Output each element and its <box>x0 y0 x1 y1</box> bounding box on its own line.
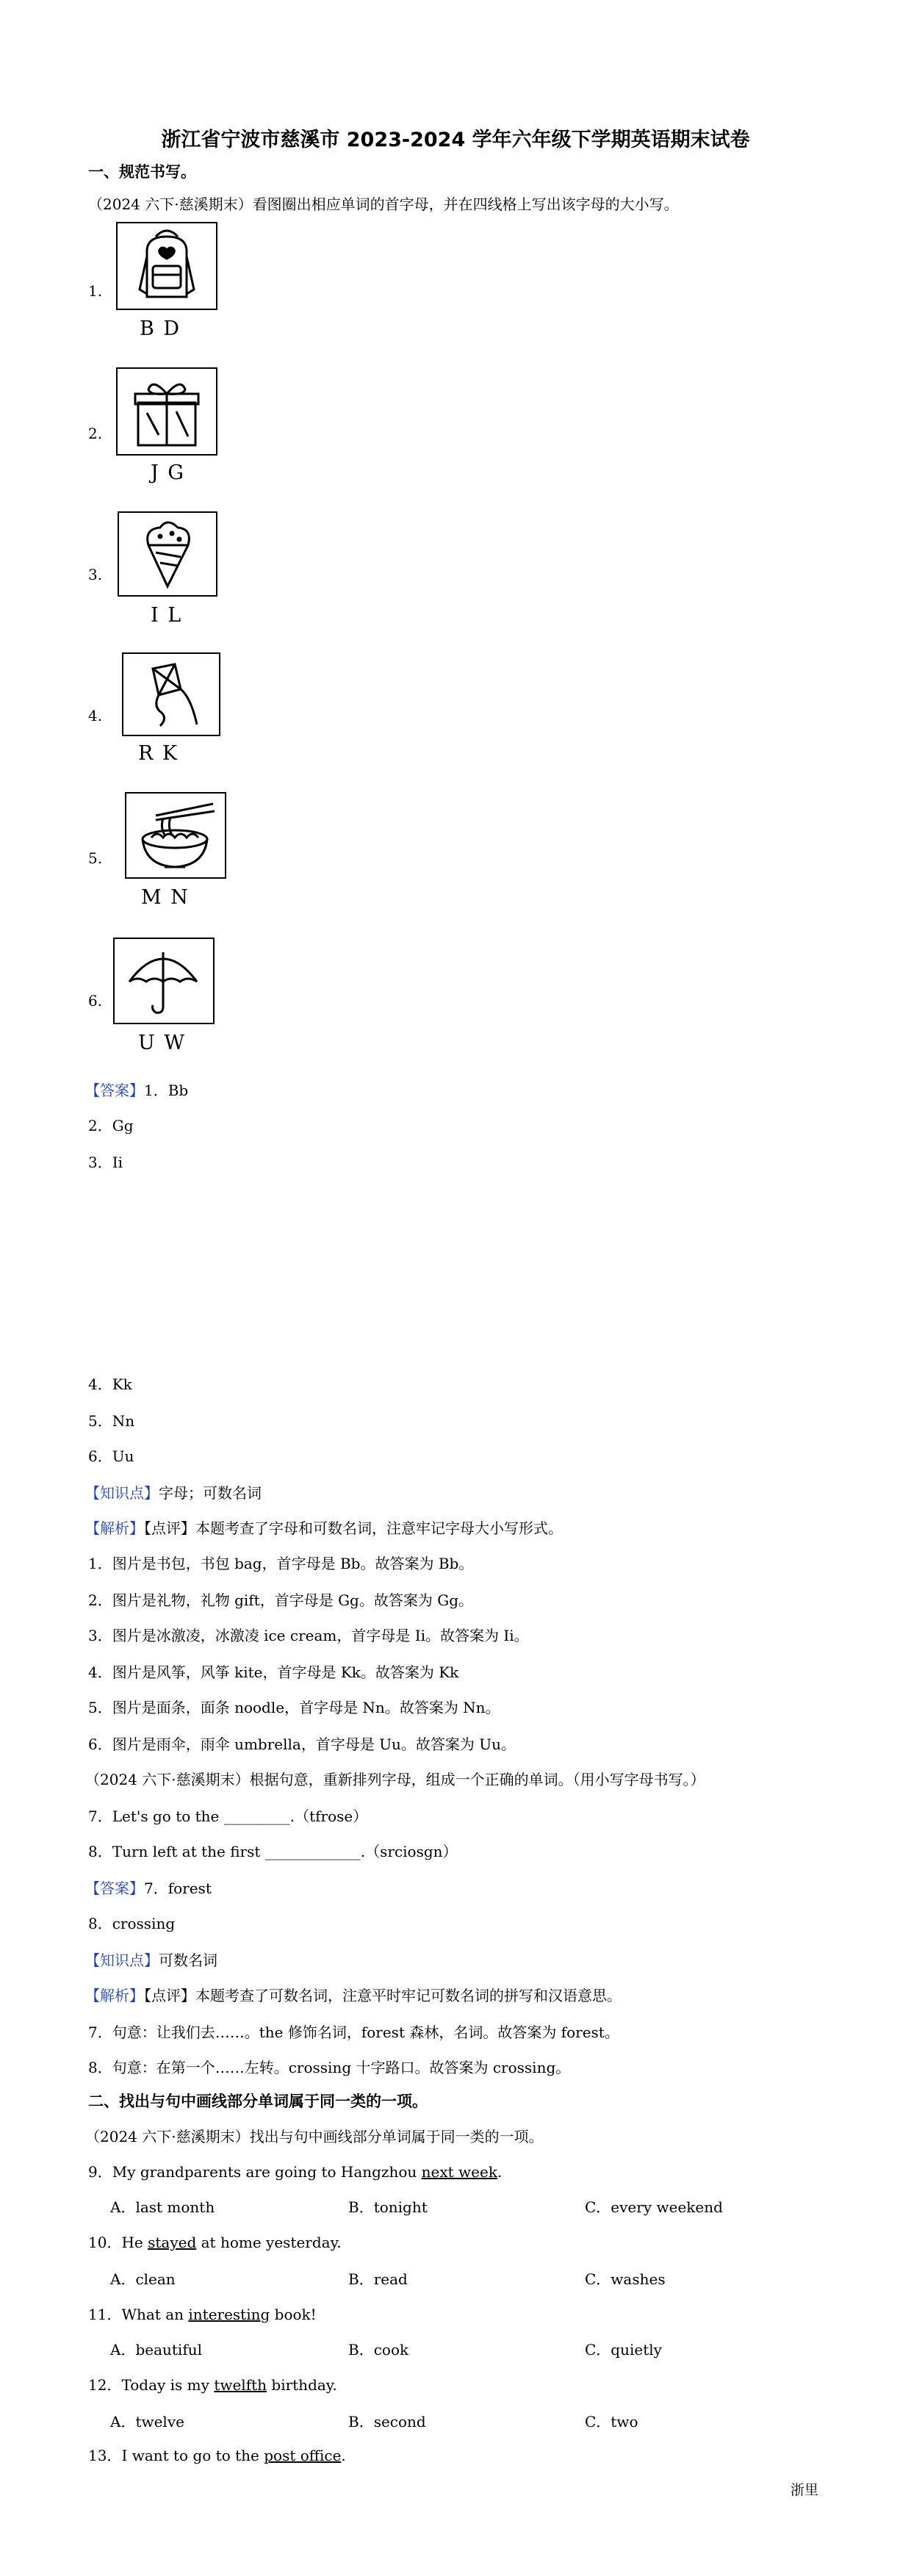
question-9 <box>88 2160 502 2181</box>
question-text: 11．What an <box>88 2306 189 2323</box>
page-title: 浙江省宁波市慈溪市 2023-2024 学年六年级下学期英语期末试卷 <box>161 129 750 151</box>
answer-text: 3．Ii <box>88 1154 123 1171</box>
question-text: birthday. <box>267 2376 337 2394</box>
option-c[interactable]: C．quietly <box>585 2341 662 2359</box>
option-b[interactable]: B．tonight <box>348 2198 428 2216</box>
analysis-line <box>85 1517 563 1538</box>
section1-heading: 一、规范书写。 <box>88 163 196 181</box>
knowledge-line <box>85 1949 217 1970</box>
analysis-tag: 【解析】 <box>85 1987 144 2004</box>
analysis-tag: 【解析】 <box>85 1519 144 1537</box>
letter-choices: M N <box>141 886 190 909</box>
page-footer: 浙里 <box>791 2482 819 2498</box>
item-number: 4. <box>88 707 103 724</box>
analysis-text: 4．图片是风筝，风筝 kite，首字母是 Kk。故答案为 Kk <box>88 1663 459 1681</box>
ice-cream-icon <box>118 511 217 597</box>
answer-text: 8．crossing <box>88 1915 176 1932</box>
question-text: book! <box>270 2306 317 2323</box>
backpack-icon <box>116 222 217 310</box>
underlined-word: next week <box>421 2163 497 2181</box>
kite-icon <box>122 652 220 736</box>
item-number: 2. <box>88 425 103 442</box>
gift-box-icon <box>116 367 217 456</box>
option-c[interactable]: C．washes <box>585 2270 666 2288</box>
option-a[interactable]: A．beautiful <box>110 2341 202 2359</box>
answer-tag: 【答案】 <box>85 1879 144 1897</box>
letter-choices: I L <box>151 604 183 627</box>
knowledge-tag: 【知识点】 <box>85 1484 159 1502</box>
analysis-text: 5．图片是面条，面条 noodle，首字母是 Nn。故答案为 Nn。 <box>88 1699 500 1716</box>
question-10 <box>88 2231 342 2252</box>
section2-instruction: （2024 六下·慈溪期末）找出与句中画线部分单词属于同一类的一项。 <box>85 2128 544 2145</box>
answer-text: 4．Kk <box>88 1375 132 1393</box>
analysis-text: 3．图片是冰激凌，冰激凌 ice cream，首字母是 Ii。故答案为 Ii。 <box>88 1627 529 1644</box>
letter-choices: J G <box>151 461 185 484</box>
question-12 <box>88 2373 337 2395</box>
question-text: 10．He <box>88 2234 148 2251</box>
underlined-word: stayed <box>148 2234 197 2251</box>
item-number: 6. <box>88 992 103 1010</box>
knowledge-line <box>85 1481 262 1503</box>
analysis-text: 【点评】本题考查了字母和可数名词，注意牢记字母大小写形式。 <box>144 1519 563 1537</box>
option-b[interactable]: B．read <box>348 2270 408 2288</box>
question-11 <box>88 2303 317 2324</box>
question-8: 8．Turn left at the first _____________.（srciosgn） <box>88 1843 458 1860</box>
option-c[interactable]: C．two <box>585 2413 638 2431</box>
answer-text: 5．Nn <box>88 1412 135 1430</box>
answer-line <box>85 1079 188 1100</box>
analysis-text: 1．图片是书包，书包 bag，首字母是 Bb。故答案为 Bb。 <box>88 1555 474 1572</box>
item-number: 1. <box>88 282 103 300</box>
item-number: 5. <box>88 849 103 867</box>
knowledge-text: 字母；可数名词 <box>159 1484 262 1502</box>
letter-choices: B D <box>140 317 181 340</box>
answer-text: 2．Gg <box>88 1117 134 1134</box>
option-b[interactable]: B．second <box>348 2413 426 2431</box>
option-c[interactable]: C．every weekend <box>585 2198 723 2216</box>
option-a[interactable]: A．last month <box>110 2198 215 2216</box>
part2-instruction: （2024 六下·慈溪期末）根据句意，重新排列字母，组成一个正确的单词。（用小写字母书写。） <box>85 1771 705 1788</box>
question-text: 9．My grandparents are going to Hangzhou <box>88 2163 422 2181</box>
option-a[interactable]: A．twelve <box>110 2413 184 2431</box>
question-text: at home yesterday. <box>196 2234 342 2251</box>
underlined-word: post office <box>264 2447 342 2464</box>
option-a[interactable]: A．clean <box>110 2270 176 2288</box>
question-text: . <box>341 2447 346 2464</box>
analysis-text: 8．句意：在第一个……左转。crossing 十字路口。故答案为 crossing。 <box>88 2059 571 2076</box>
underlined-word: interesting <box>188 2306 270 2323</box>
umbrella-icon <box>113 938 215 1024</box>
section2-heading: 二、找出与句中画线部分单词属于同一类的一项。 <box>88 2093 428 2110</box>
answer-text: 7．forest <box>144 1879 212 1897</box>
noodle-bowl-icon <box>125 792 226 879</box>
underlined-word: twelfth <box>214 2376 267 2394</box>
analysis-text: 7．句意：让我们去……。the 修饰名词，forest 森林，名词。故答案为 forest。 <box>88 2023 619 2041</box>
question-text: 13．I want to go to the <box>88 2447 264 2464</box>
answer-tag: 【答案】 <box>85 1082 144 1099</box>
question-7: 7．Let's go to the _________.（tfrose） <box>88 1807 368 1825</box>
analysis-text: 【点评】本题考查了可数名词，注意平时牢记可数名词的拼写和汉语意思。 <box>144 1987 622 2004</box>
answer-text: 1．Bb <box>144 1082 189 1099</box>
answer-line <box>85 1877 212 1898</box>
letter-choices: U W <box>138 1032 187 1054</box>
analysis-text: 2．图片是礼物，礼物 gift，首字母是 Gg。故答案为 Gg。 <box>88 1591 473 1609</box>
analysis-line <box>85 1984 622 2005</box>
question-text: 12．Today is my <box>88 2376 215 2394</box>
option-b[interactable]: B．cook <box>348 2341 409 2359</box>
item-number: 3. <box>88 566 103 583</box>
analysis-text: 6．图片是雨伞，雨伞 umbrella，首字母是 Uu。故答案为 Uu。 <box>88 1735 516 1753</box>
section1-instruction: （2024 六下·慈溪期末）看图圈出相应单词的首字母，并在四线格上写出该字母的大小写。 <box>88 195 679 213</box>
answer-text: 6．Uu <box>88 1447 134 1465</box>
knowledge-tag: 【知识点】 <box>85 1951 159 1969</box>
knowledge-text: 可数名词 <box>159 1951 217 1969</box>
letter-choices: R K <box>138 742 179 765</box>
question-text: . <box>497 2163 503 2181</box>
question-13 <box>88 2444 346 2465</box>
